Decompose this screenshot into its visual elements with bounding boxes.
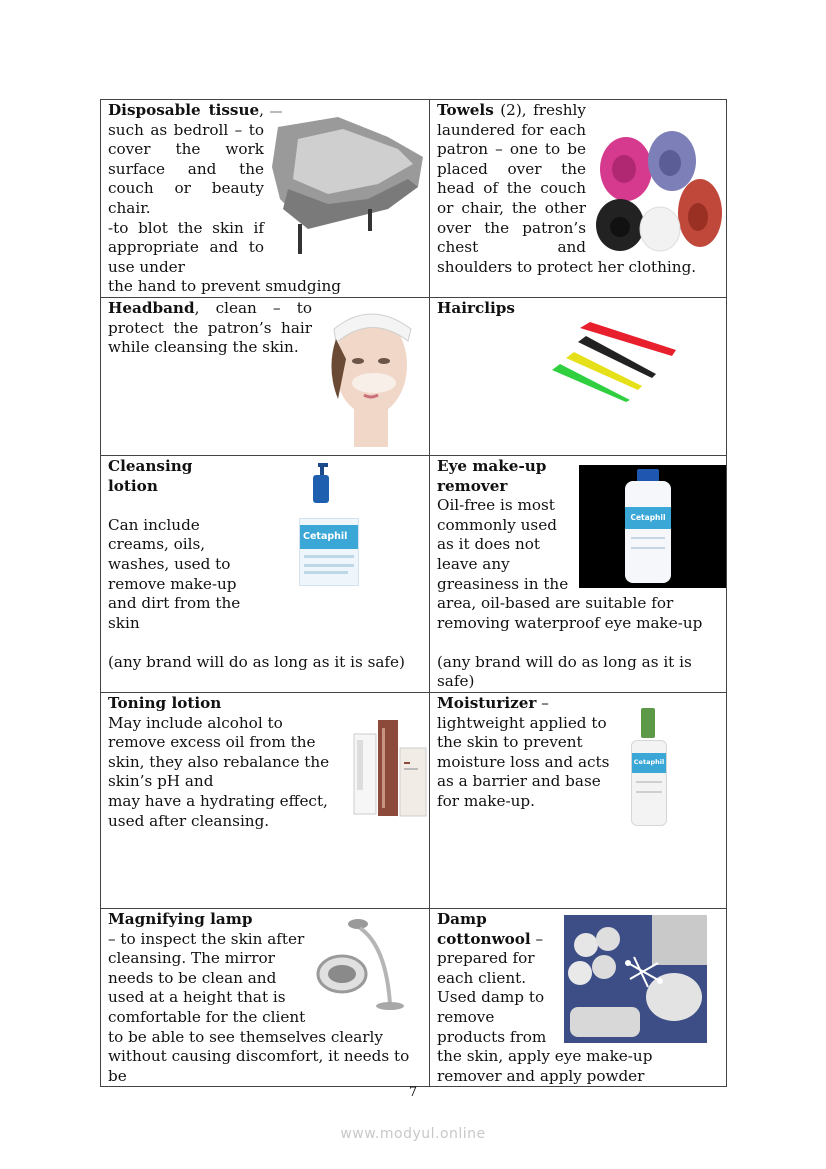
- cetaphil-cleanser-image: [299, 518, 359, 586]
- cell-text: comfortable for the client to be able to see themselves clearly without causing discomfort, it needs to be: [108, 1008, 410, 1085]
- pump-bottle-icon: [309, 463, 333, 505]
- cotton-pads-image: [564, 915, 707, 1043]
- cell-towels: [430, 100, 727, 298]
- toning-lotion-image: [348, 718, 430, 822]
- cell-damp-cottonwool: [430, 909, 727, 1087]
- cell-text: Oil-free is most commonly used as it does not leave any greasiness in the: [437, 496, 569, 593]
- cell-toning-lotion: [101, 693, 430, 909]
- cell-headband: [101, 297, 430, 455]
- table-row: [101, 100, 727, 298]
- watermark: www.modyul.online: [340, 1126, 486, 1142]
- cell-title: Moisturizer: [437, 694, 537, 713]
- product-logo: Cetaphil: [625, 507, 671, 529]
- cell-text: , clean – to protect the patron’s hair while cleansing the skin.: [108, 298, 312, 357]
- cell-text: -to blot the skin if appropriate and to use under: [108, 218, 264, 276]
- cell-title: Cleansing lotion: [108, 456, 193, 495]
- table-row: [101, 693, 727, 909]
- cell-text: Can include creams, oils, washes, used to remove make-up and dirt from the skin: [108, 515, 241, 632]
- cell-moisturizer: [430, 693, 727, 909]
- cell-text: the skin, apply eye make-up remover and apply powder: [437, 1047, 653, 1085]
- magnifying-lamp-image: [316, 916, 416, 1012]
- cell-hairclips: [430, 297, 727, 455]
- cell-title: Hairclips: [437, 298, 515, 317]
- cell-eye-makeup-remover: [430, 455, 727, 692]
- cell-text: may have a hydrating effect, used after cleansing.: [108, 792, 328, 830]
- headband-face-image: [316, 299, 426, 447]
- page-number: 7: [408, 1085, 418, 1100]
- cell-title: Headband: [108, 298, 195, 317]
- table-row: [101, 909, 727, 1087]
- table-row: [101, 455, 727, 692]
- cell-text: area, oil-based are suitable for removing waterproof eye make-up: [437, 594, 703, 632]
- cell-text: May include alcohol to remove excess oil from the skin, they also rebalance the skin’s pH and: [108, 713, 330, 791]
- cell-title: Disposable tissue: [108, 101, 260, 119]
- cell-disposable-tissue: [101, 100, 430, 298]
- cell-cleansing-lotion: [101, 455, 430, 692]
- cell-text: – to inspect the skin after cleansing. The mirror needs to be clean and used at a height that is: [108, 929, 305, 1007]
- cell-title: Damp cottonwool: [437, 910, 531, 948]
- cell-title: Magnifying lamp: [108, 910, 253, 929]
- bedroll-tissue-image: [268, 109, 426, 259]
- cell-title: Toning lotion: [108, 694, 222, 713]
- cell-note: (any brand will do as long as it is safe): [437, 652, 692, 691]
- product-logo: Cetaphil: [300, 525, 358, 549]
- cell-text: (2), freshly laundered for each patron – one to be placed over the head of the couch or chair, the other over the patron’s chest and shoulders to protect her clothing.: [437, 101, 697, 276]
- table-row: [101, 297, 727, 455]
- cell-text: the hand to prevent smudging: [108, 277, 341, 296]
- cell-note: (any brand will do as long as it is safe): [108, 652, 405, 671]
- cell-title: Eye make-up remover: [437, 456, 547, 495]
- cell-title: Towels: [437, 101, 494, 119]
- moisturizer-pump-image: [629, 708, 669, 826]
- cell-text: – prepared for each client. Used damp to remove products from: [437, 929, 547, 1046]
- cell-text: – lightweight applied to the skin to prevent moisture loss and acts as a barrier and base for make-up.: [437, 694, 610, 811]
- cell-text: , such as bedroll – to cover the work surface and the couch or beauty chair.: [108, 101, 264, 217]
- equipment-table: [100, 99, 727, 1087]
- cell-magnifying-lamp: [101, 909, 430, 1087]
- eye-makeup-remover-image: [579, 465, 726, 588]
- hairclips-image: [546, 322, 686, 402]
- rolled-towels-image: [590, 125, 724, 253]
- product-logo: Cetaphil: [632, 753, 666, 773]
